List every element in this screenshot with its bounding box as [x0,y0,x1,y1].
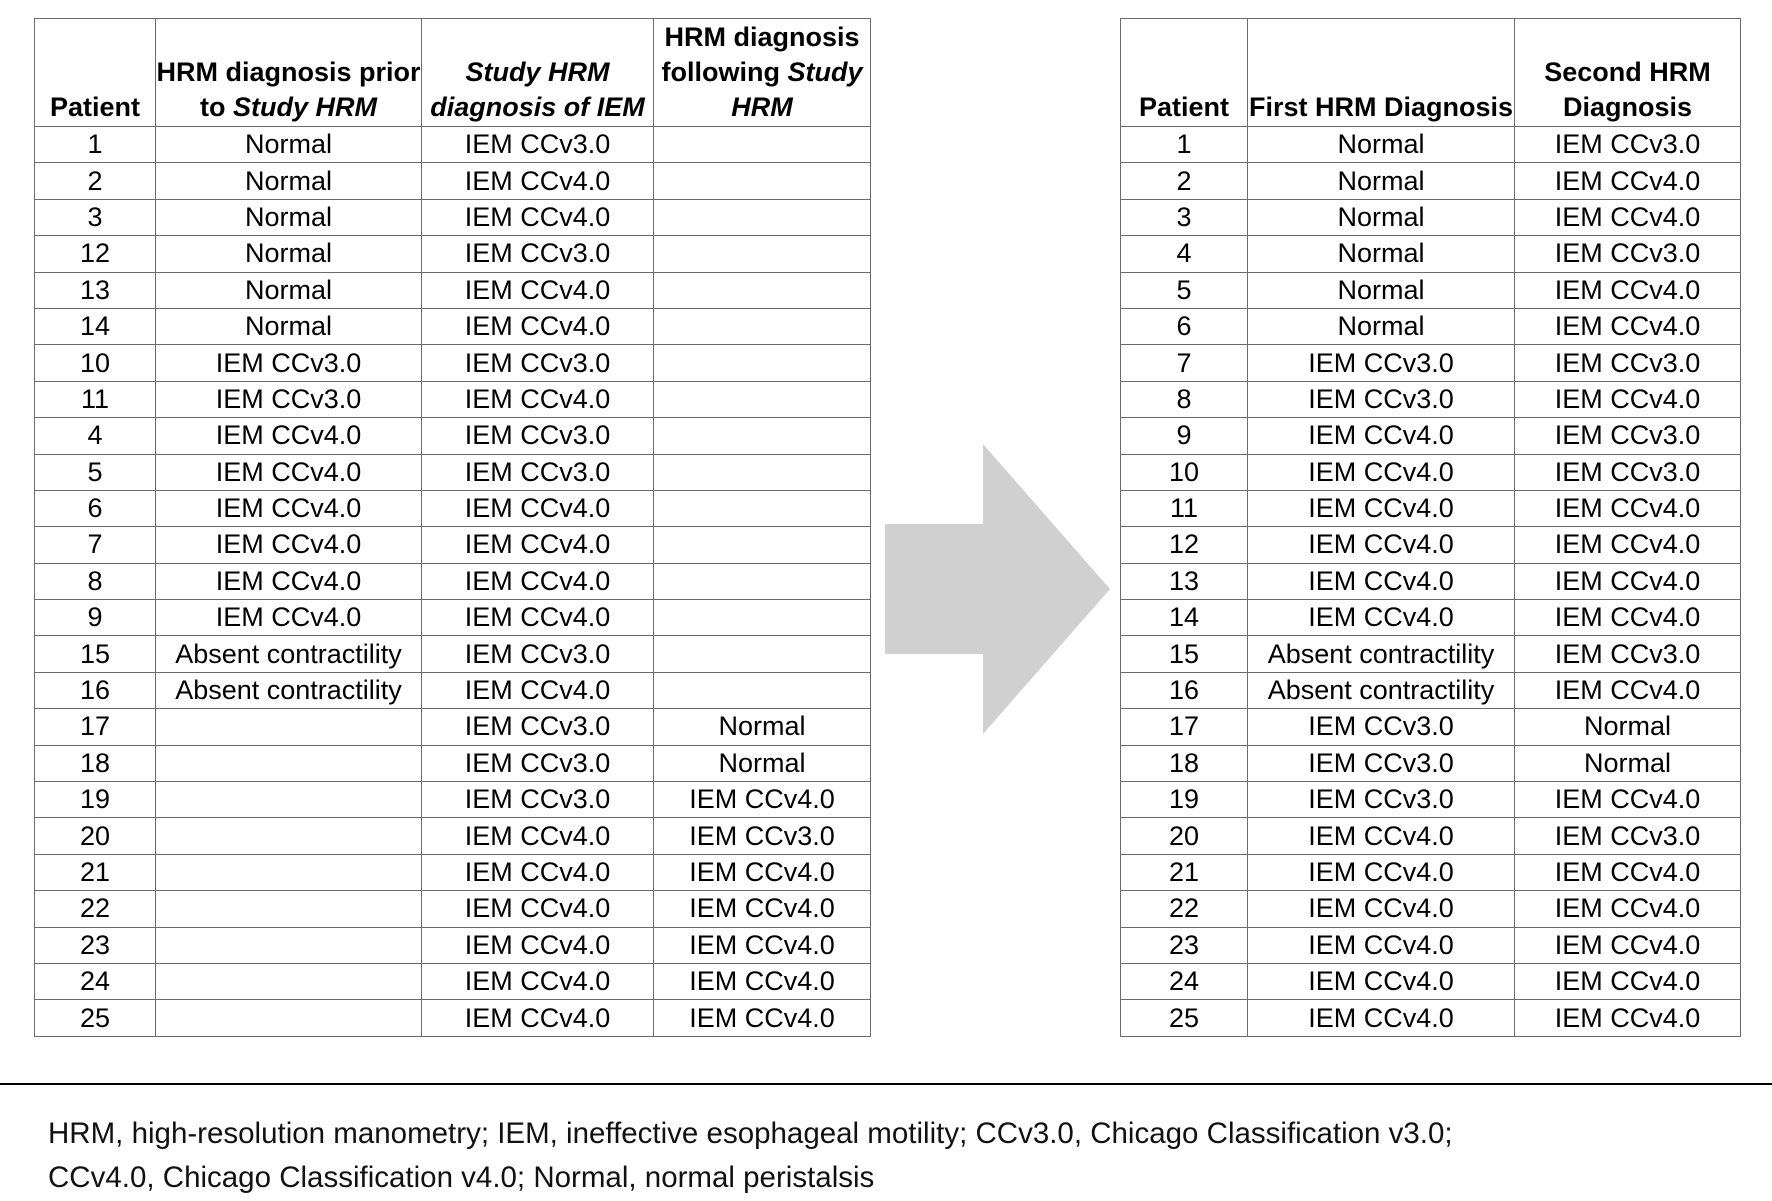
study-diagnosis-cell: IEM CCv4.0 [422,1000,654,1036]
first-diagnosis-cell: IEM CCv4.0 [1248,963,1515,999]
prior-diagnosis-cell: IEM CCv4.0 [156,418,422,454]
following-diagnosis-cell [654,418,871,454]
first-diagnosis-cell: IEM CCv3.0 [1248,745,1515,781]
following-diagnosis-cell: Normal [654,709,871,745]
following-diagnosis-cell: Normal [654,745,871,781]
table-header-row [35,19,871,127]
table-row [1121,490,1741,526]
patient-cell: 7 [1121,345,1248,381]
header-prior-diagnosis [156,19,422,127]
header-patient-label: Patient [1138,92,1230,122]
study-diagnosis-cell: IEM CCv3.0 [422,709,654,745]
following-diagnosis-cell: IEM CCv4.0 [654,891,871,927]
table-row [35,345,871,381]
table-row [35,963,871,999]
patient-cell: 19 [1121,782,1248,818]
patient-cell: 18 [35,745,156,781]
header-second-diagnosis [1515,19,1741,127]
table-row [35,600,871,636]
patient-cell: 11 [1121,490,1248,526]
header-first-label: First HRM Diagnosis [1248,92,1514,122]
patient-cell: 9 [35,600,156,636]
table-row [1121,236,1741,272]
following-diagnosis-cell: IEM CCv4.0 [654,782,871,818]
right-diagnosis-table [1120,18,1741,1037]
header-study-diagnosis [422,19,654,127]
header-patient-label: Patient [49,92,141,122]
table-row [35,381,871,417]
first-diagnosis-cell: IEM CCv4.0 [1248,854,1515,890]
study-diagnosis-cell: IEM CCv4.0 [422,490,654,526]
table-row [1121,199,1741,235]
patient-cell: 16 [35,672,156,708]
first-diagnosis-cell: Normal [1248,127,1515,163]
patient-cell: 12 [35,236,156,272]
patient-cell: 1 [1121,127,1248,163]
study-diagnosis-cell: IEM CCv3.0 [422,745,654,781]
table-row [1121,600,1741,636]
table-row [35,454,871,490]
following-diagnosis-cell: IEM CCv4.0 [654,927,871,963]
second-diagnosis-cell: IEM CCv3.0 [1515,418,1741,454]
study-diagnosis-cell: IEM CCv4.0 [422,308,654,344]
patient-cell: 22 [35,891,156,927]
table-row [1121,745,1741,781]
header-study-italic: Study HRM diagnosis of IEM [430,57,645,122]
table-header-row [1121,19,1741,127]
study-diagnosis-cell: IEM CCv4.0 [422,563,654,599]
second-diagnosis-cell: IEM CCv4.0 [1515,490,1741,526]
study-diagnosis-cell: IEM CCv4.0 [422,527,654,563]
first-diagnosis-cell: Normal [1248,163,1515,199]
table-row [1121,818,1741,854]
table-row [35,490,871,526]
left-table-body [35,127,871,1037]
patient-cell: 1 [35,127,156,163]
table-row [1121,672,1741,708]
patient-cell: 21 [35,854,156,890]
first-diagnosis-cell: IEM CCv4.0 [1248,927,1515,963]
table-row [1121,636,1741,672]
table-row [35,854,871,890]
table-row [35,527,871,563]
patient-cell: 24 [35,963,156,999]
prior-diagnosis-cell [156,927,422,963]
second-diagnosis-cell: IEM CCv4.0 [1515,199,1741,235]
patient-cell: 13 [1121,563,1248,599]
following-diagnosis-cell [654,454,871,490]
first-diagnosis-cell: IEM CCv4.0 [1248,527,1515,563]
prior-diagnosis-cell: IEM CCv4.0 [156,527,422,563]
following-diagnosis-cell [654,490,871,526]
patient-cell: 3 [35,199,156,235]
second-diagnosis-cell: IEM CCv4.0 [1515,563,1741,599]
table-row [35,636,871,672]
second-diagnosis-cell: IEM CCv3.0 [1515,345,1741,381]
second-diagnosis-cell: IEM CCv4.0 [1515,381,1741,417]
prior-diagnosis-cell: Normal [156,272,422,308]
patient-cell: 3 [1121,199,1248,235]
prior-diagnosis-cell: Normal [156,236,422,272]
patient-cell: 7 [35,527,156,563]
header-patient [1121,19,1248,127]
second-diagnosis-cell: Normal [1515,745,1741,781]
table-row [35,163,871,199]
prior-diagnosis-cell [156,745,422,781]
patient-cell: 18 [1121,745,1248,781]
second-diagnosis-cell: IEM CCv3.0 [1515,454,1741,490]
table-row [1121,782,1741,818]
first-diagnosis-cell: IEM CCv4.0 [1248,490,1515,526]
second-diagnosis-cell: IEM CCv4.0 [1515,854,1741,890]
table-row [35,563,871,599]
following-diagnosis-cell [654,163,871,199]
patient-cell: 20 [35,818,156,854]
table-row [1121,381,1741,417]
patient-cell: 20 [1121,818,1248,854]
prior-diagnosis-cell [156,963,422,999]
prior-diagnosis-cell: Absent contractility [156,672,422,708]
patient-cell: 15 [35,636,156,672]
patient-cell: 16 [1121,672,1248,708]
patient-cell: 10 [1121,454,1248,490]
study-diagnosis-cell: IEM CCv3.0 [422,345,654,381]
first-diagnosis-cell: Normal [1248,199,1515,235]
study-diagnosis-cell: IEM CCv4.0 [422,163,654,199]
study-diagnosis-cell: IEM CCv4.0 [422,381,654,417]
patient-cell: 12 [1121,527,1248,563]
patient-cell: 14 [1121,600,1248,636]
table-row [35,672,871,708]
following-diagnosis-cell [654,127,871,163]
following-diagnosis-cell [654,236,871,272]
patient-cell: 17 [1121,709,1248,745]
first-diagnosis-cell: Absent contractility [1248,672,1515,708]
prior-diagnosis-cell: IEM CCv4.0 [156,600,422,636]
second-diagnosis-cell: IEM CCv4.0 [1515,891,1741,927]
first-diagnosis-cell: Normal [1248,272,1515,308]
patient-cell: 23 [1121,927,1248,963]
prior-diagnosis-cell: IEM CCv3.0 [156,345,422,381]
second-diagnosis-cell: IEM CCv4.0 [1515,927,1741,963]
table-row [1121,963,1741,999]
second-diagnosis-cell: IEM CCv4.0 [1515,1000,1741,1036]
table-row [1121,563,1741,599]
second-diagnosis-cell: Normal [1515,709,1741,745]
first-diagnosis-cell: IEM CCv3.0 [1248,381,1515,417]
second-diagnosis-cell: IEM CCv4.0 [1515,272,1741,308]
second-diagnosis-cell: IEM CCv4.0 [1515,308,1741,344]
right-table-body [1121,127,1741,1037]
second-diagnosis-cell: IEM CCv3.0 [1515,636,1741,672]
table-row [1121,709,1741,745]
following-diagnosis-cell [654,272,871,308]
prior-diagnosis-cell [156,782,422,818]
study-diagnosis-cell: IEM CCv3.0 [422,127,654,163]
patient-cell: 9 [1121,418,1248,454]
table-row [35,1000,871,1036]
table-row [35,782,871,818]
first-diagnosis-cell: Absent contractility [1248,636,1515,672]
prior-diagnosis-cell: IEM CCv4.0 [156,454,422,490]
patient-cell: 25 [1121,1000,1248,1036]
footnote-line-2: CCv4.0, Chicago Classification v4.0; Normal, normal peristalsis [48,1161,875,1194]
study-diagnosis-cell: IEM CCv3.0 [422,454,654,490]
table-row [1121,854,1741,890]
following-diagnosis-cell [654,345,871,381]
second-diagnosis-cell: IEM CCv4.0 [1515,672,1741,708]
following-diagnosis-cell: IEM CCv4.0 [654,854,871,890]
following-diagnosis-cell [654,527,871,563]
first-diagnosis-cell: IEM CCv4.0 [1248,454,1515,490]
following-diagnosis-cell: IEM CCv3.0 [654,818,871,854]
table-row [35,818,871,854]
patient-cell: 25 [35,1000,156,1036]
table-row [1121,927,1741,963]
table-row [35,308,871,344]
study-diagnosis-cell: IEM CCv4.0 [422,600,654,636]
study-diagnosis-cell: IEM CCv3.0 [422,782,654,818]
table-row [1121,127,1741,163]
patient-cell: 11 [35,381,156,417]
header-prior-text: HRM diagnosis prior to [156,57,421,122]
table-row [35,891,871,927]
patient-cell: 14 [35,308,156,344]
table-row [1121,891,1741,927]
study-diagnosis-cell: IEM CCv4.0 [422,927,654,963]
patient-cell: 13 [35,272,156,308]
prior-diagnosis-cell [156,709,422,745]
first-diagnosis-cell: Normal [1248,308,1515,344]
prior-diagnosis-cell [156,891,422,927]
study-diagnosis-cell: IEM CCv4.0 [422,891,654,927]
table-row [35,199,871,235]
study-diagnosis-cell: IEM CCv3.0 [422,636,654,672]
first-diagnosis-cell: IEM CCv3.0 [1248,345,1515,381]
study-diagnosis-cell: IEM CCv4.0 [422,672,654,708]
second-diagnosis-cell: IEM CCv4.0 [1515,163,1741,199]
footnote-divider [0,1083,1772,1085]
following-diagnosis-cell [654,672,871,708]
patient-cell: 15 [1121,636,1248,672]
first-diagnosis-cell: IEM CCv4.0 [1248,418,1515,454]
table-row [35,272,871,308]
study-diagnosis-cell: IEM CCv4.0 [422,272,654,308]
patient-cell: 6 [35,490,156,526]
following-diagnosis-cell: IEM CCv4.0 [654,1000,871,1036]
table-row [35,418,871,454]
study-diagnosis-cell: IEM CCv4.0 [422,963,654,999]
table-row [35,927,871,963]
second-diagnosis-cell: IEM CCv4.0 [1515,527,1741,563]
second-diagnosis-cell: IEM CCv3.0 [1515,818,1741,854]
table-row [1121,1000,1741,1036]
prior-diagnosis-cell: Normal [156,163,422,199]
second-diagnosis-cell: IEM CCv4.0 [1515,963,1741,999]
header-following-italic: Study HRM [731,57,863,122]
patient-cell: 5 [1121,272,1248,308]
table-row [1121,418,1741,454]
table-row [35,127,871,163]
table-row [1121,272,1741,308]
patient-cell: 2 [35,163,156,199]
header-following-text: HRM diagnosis following [661,22,860,87]
patient-cell: 24 [1121,963,1248,999]
first-diagnosis-cell: IEM CCv4.0 [1248,891,1515,927]
prior-diagnosis-cell: Absent contractility [156,636,422,672]
first-diagnosis-cell: IEM CCv4.0 [1248,818,1515,854]
first-diagnosis-cell: Normal [1248,236,1515,272]
left-diagnosis-table [34,18,871,1037]
header-prior-italic: Study HRM [233,92,377,122]
second-diagnosis-cell: IEM CCv3.0 [1515,236,1741,272]
table-row [1121,345,1741,381]
study-diagnosis-cell: IEM CCv3.0 [422,236,654,272]
prior-diagnosis-cell: IEM CCv4.0 [156,563,422,599]
following-diagnosis-cell [654,563,871,599]
second-diagnosis-cell: IEM CCv3.0 [1515,127,1741,163]
patient-cell: 8 [1121,381,1248,417]
table-row [1121,454,1741,490]
patient-cell: 4 [1121,236,1248,272]
study-diagnosis-cell: IEM CCv4.0 [422,818,654,854]
patient-cell: 21 [1121,854,1248,890]
footnote [48,1112,1748,1200]
footnote-line-1: HRM, high-resolution manometry; IEM, ineffective esophageal motility; CCv3.0, Chicago Classification v3.0; [48,1117,1453,1150]
study-diagnosis-cell: IEM CCv3.0 [422,418,654,454]
study-diagnosis-cell: IEM CCv4.0 [422,854,654,890]
header-first-diagnosis [1248,19,1515,127]
first-diagnosis-cell: IEM CCv4.0 [1248,600,1515,636]
patient-cell: 22 [1121,891,1248,927]
second-diagnosis-cell: IEM CCv4.0 [1515,600,1741,636]
patient-cell: 19 [35,782,156,818]
prior-diagnosis-cell: Normal [156,308,422,344]
prior-diagnosis-cell [156,818,422,854]
prior-diagnosis-cell: IEM CCv4.0 [156,490,422,526]
patient-cell: 17 [35,709,156,745]
first-diagnosis-cell: IEM CCv4.0 [1248,563,1515,599]
table-row [1121,163,1741,199]
header-following-diagnosis [654,19,871,127]
first-diagnosis-cell: IEM CCv3.0 [1248,709,1515,745]
following-diagnosis-cell [654,381,871,417]
table-row [1121,527,1741,563]
header-patient [35,19,156,127]
following-diagnosis-cell [654,636,871,672]
prior-diagnosis-cell: Normal [156,127,422,163]
patient-cell: 6 [1121,308,1248,344]
patient-cell: 2 [1121,163,1248,199]
first-diagnosis-cell: IEM CCv4.0 [1248,1000,1515,1036]
table-row [35,236,871,272]
following-diagnosis-cell: IEM CCv4.0 [654,963,871,999]
first-diagnosis-cell: IEM CCv3.0 [1248,782,1515,818]
prior-diagnosis-cell [156,1000,422,1036]
following-diagnosis-cell [654,308,871,344]
prior-diagnosis-cell: IEM CCv3.0 [156,381,422,417]
table-row [1121,308,1741,344]
patient-cell: 23 [35,927,156,963]
study-diagnosis-cell: IEM CCv4.0 [422,199,654,235]
table-row [35,745,871,781]
patient-cell: 4 [35,418,156,454]
patient-cell: 5 [35,454,156,490]
following-diagnosis-cell [654,199,871,235]
second-diagnosis-cell: IEM CCv4.0 [1515,782,1741,818]
prior-diagnosis-cell: Normal [156,199,422,235]
header-second-label: Second HRM Diagnosis [1544,57,1711,122]
right-arrow-icon [885,444,1110,734]
table-row [35,709,871,745]
following-diagnosis-cell [654,600,871,636]
patient-cell: 8 [35,563,156,599]
prior-diagnosis-cell [156,854,422,890]
patient-cell: 10 [35,345,156,381]
